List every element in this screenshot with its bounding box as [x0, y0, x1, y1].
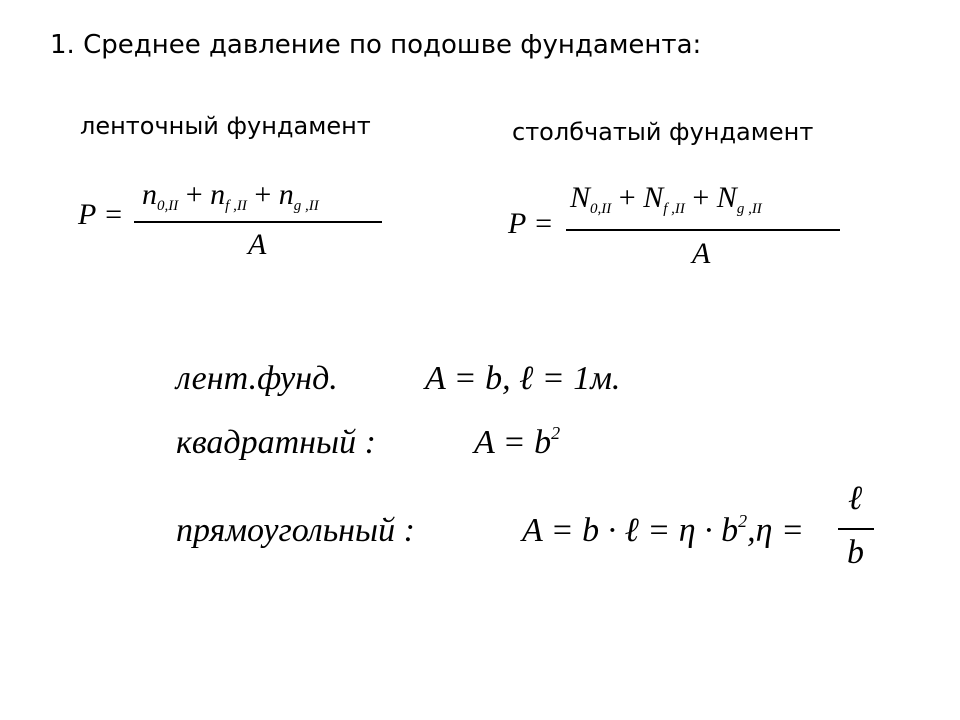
Ng-subscript: g ,II — [736, 201, 762, 217]
strip-formula-numerator — [142, 178, 319, 212]
square-area-label: квадратный : — [176, 424, 376, 461]
N0-symbol: N — [570, 181, 591, 214]
N0-subscript: 0,II — [590, 201, 612, 217]
plus-sign: + — [178, 178, 211, 211]
strip-formula-denominator: A — [248, 228, 267, 261]
strip-foundation-label: ленточный фундамент — [80, 112, 371, 140]
nf-subscript: f ,II — [225, 198, 247, 214]
column-formula-numerator — [570, 181, 762, 215]
plus-sign: + — [684, 181, 717, 214]
column-formula-lhs: P = — [508, 207, 554, 240]
nf-symbol: n — [210, 178, 226, 211]
square-area-exponent: 2 — [551, 423, 561, 443]
strip-formula-lhs: P = — [78, 198, 124, 231]
Nf-subscript: f ,II — [663, 201, 685, 217]
column-formula-denominator: A — [692, 237, 711, 270]
rect-area-exponent: 2 — [738, 511, 748, 531]
strip-area-expression: A = b, ℓ = 1м. — [425, 360, 621, 397]
rect-area-label: прямоугольный : — [176, 512, 415, 549]
ng-symbol: n — [278, 178, 294, 211]
column-foundation-label: столбчатый фундамент — [512, 118, 814, 146]
Ng-symbol: N — [716, 181, 737, 214]
Nf-symbol: N — [643, 181, 664, 214]
fraction-bar — [566, 229, 840, 231]
fraction-bar — [134, 221, 382, 223]
rect-area-expression — [522, 512, 804, 550]
plus-sign: + — [246, 178, 279, 211]
square-area-expression — [474, 424, 560, 462]
n0-subscript: 0,II — [157, 198, 179, 214]
rect-area-base: A = b · ℓ = η · b — [522, 512, 739, 549]
strip-area-label: лент.фунд. — [176, 360, 338, 397]
ng-subscript: g ,II — [293, 198, 319, 214]
slide-title: 1. Среднее давление по подошве фундамента: — [50, 30, 702, 60]
fraction-bar — [838, 528, 874, 530]
square-area-base: A = b — [474, 424, 552, 461]
eta-numerator: ℓ — [848, 480, 863, 517]
plus-sign: + — [611, 181, 644, 214]
rect-area-tail: ,η = — [747, 512, 804, 549]
n0-symbol: n — [142, 178, 157, 211]
eta-denominator: b — [847, 534, 864, 571]
